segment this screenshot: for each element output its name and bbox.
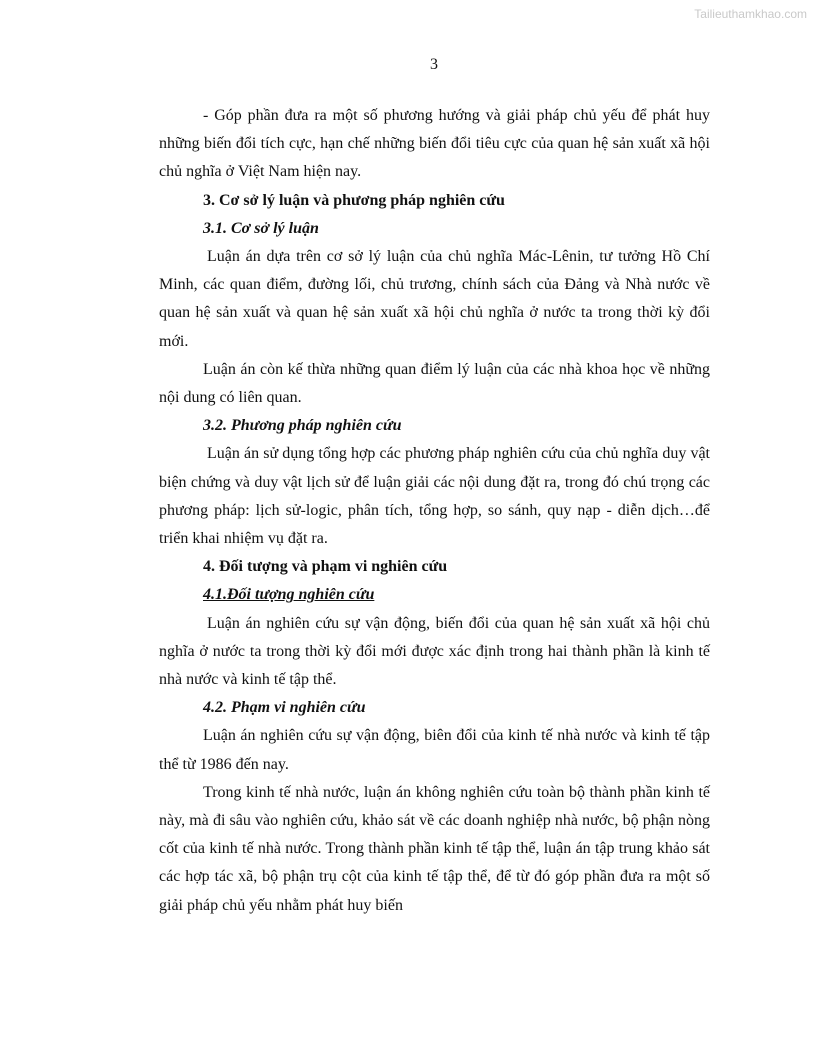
paragraph-subject: Luận án nghiên cứu sự vận động, biến đổi của quan hệ sản xuất xã hội chủ nghĩa ở nước ta trong thời kỳ đổi mới được xác định trong hai thành phần là kinh tế nhà nước và kinh tế tập thể. [159, 614, 710, 689]
paragraph-theory-inherit: Luận án còn kế thừa những quan điểm lý luận của các nhà khoa học về những nội dung có liên quan. [159, 360, 710, 407]
paragraph-scope-detail: Trong kinh tế nhà nước, luận án không nghiên cứu toàn bộ thành phần kinh tế này, mà đi sâu vào nghiên cứu, khảo sát về các doanh nghiệp nhà nước, bộ phận nòng cốt của kinh tế nhà nước. Trong thành phần kinh tế tập thể, luận án tập trung khảo sát các hợp tác xã, bộ phận trụ cột của kinh tế tập thể, để từ đó góp phần đưa ra một số giải pháp chủ yếu nhằm phát huy biến [159, 783, 710, 914]
heading-4-1 [159, 581, 710, 609]
heading-3-2: 3.2. Phương pháp nghiên cứu [203, 417, 402, 435]
heading-3-1: 3.1. Cơ sở lý luận [203, 219, 319, 237]
heading-section-3: 3. Cơ sở lý luận và phương pháp nghiên cứu [203, 191, 505, 209]
heading-4-1-text: 4.1.Đối tượng nghiên cứu [203, 586, 375, 604]
paragraph-scope-time: Luận án nghiên cứu sự vận động, biên đổi của kinh tế nhà nước và kinh tế tập thể từ 1986 đến nay. [159, 727, 710, 773]
paragraph-theory-basis: Luận án dựa trên cơ sở lý luận của chủ nghĩa Mác-Lênin, tư tưởng Hồ Chí Minh, các quan điểm, đường lối, chủ trương, chính sách của Đảng và Nhà nước về quan hệ sản xuất và quan hệ sản xuất xã hội chủ nghĩa ở nước ta trong thời kỳ đổi mới. [159, 248, 710, 350]
document-body [159, 102, 710, 920]
paragraph-methods: Luận án sử dụng tổng hợp các phương pháp nghiên cứu của chủ nghĩa duy vật biện chứng và duy vật lịch sử để luận giải các nội dung đặt ra, trong đó chú trọng các phương pháp: lịch sử-logic, phân tích, tổng hợp, so sánh, quy nạp - diễn dịch…để triển khai nhiệm vụ đặt ra. [159, 445, 710, 548]
watermark: Tailieuthamkhao.com [694, 7, 807, 21]
page-number: 3 [430, 56, 438, 73]
heading-4-2: 4.2. Phạm vi nghiên cứu [203, 699, 366, 717]
paragraph-goals: - Góp phần đưa ra một số phương hướng và giải pháp chủ yếu để phát huy những biến đổi tích cực, hạn chế những biến đổi tiêu cực của quan hệ sản xuất xã hội chủ nghĩa ở Việt Nam hiện nay. [159, 107, 710, 181]
heading-section-4: 4. Đối tượng và phạm vi nghiên cứu [203, 558, 448, 576]
